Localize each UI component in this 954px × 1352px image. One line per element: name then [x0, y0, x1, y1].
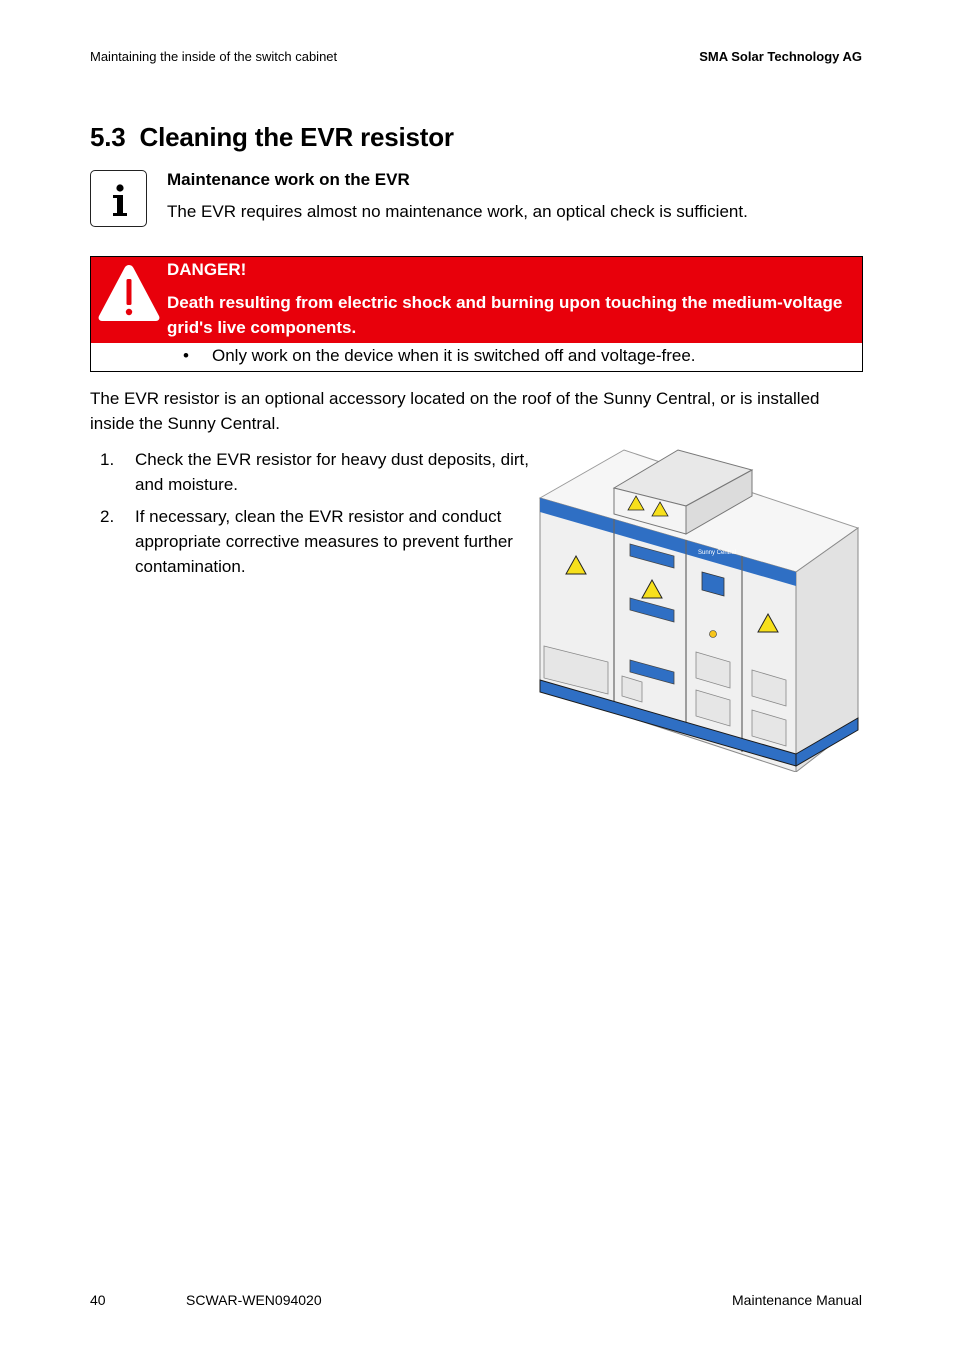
step-number: 1. [100, 450, 115, 469]
danger-message: Death resulting from electric shock and burning upon touching the medium-voltage grid's live components. [167, 293, 843, 337]
procedure-steps [90, 447, 530, 586]
document-title: Maintenance Manual [732, 1292, 862, 1308]
brand-label: Sunny Central [698, 550, 737, 556]
section-number: 5.3 [90, 122, 126, 152]
running-header-right: SMA Solar Technology AG [699, 49, 862, 64]
running-header-left: Maintaining the inside of the switch cabinet [90, 49, 338, 64]
sunny-central-illustration [538, 448, 864, 777]
section-heading [90, 122, 454, 153]
list-item [90, 447, 530, 497]
section-title: Cleaning the EVR resistor [139, 122, 454, 152]
list-item [90, 504, 530, 579]
info-text: The EVR requires almost no maintenance work, an optical check is sufficient. [167, 202, 748, 221]
step-text: Check the EVR resistor for heavy dust deposits, dirt, and moisture. [135, 450, 530, 494]
page-number: 40 [90, 1292, 106, 1308]
info-title: Maintenance work on the EVR [167, 170, 410, 189]
bullet: • [183, 346, 189, 365]
danger-label: DANGER! [167, 260, 247, 279]
danger-measures [91, 343, 862, 371]
document-code: SCWAR-WEN094020 [186, 1292, 322, 1308]
danger-measure-item: Only work on the device when it is switched off and voltage-free. [212, 346, 696, 365]
step-number: 2. [100, 507, 115, 526]
step-text: If necessary, clean the EVR resistor and conduct appropriate corrective measures to prevent further contamination. [135, 507, 513, 576]
danger-notice [90, 256, 863, 372]
intro-paragraph: The EVR resistor is an optional accessory located on the roof of the Sunny Central, or is installed inside the Sunny Central. [90, 389, 820, 433]
info-icon [90, 170, 147, 227]
danger-header [91, 257, 862, 343]
warning-triangle-icon [95, 261, 163, 325]
